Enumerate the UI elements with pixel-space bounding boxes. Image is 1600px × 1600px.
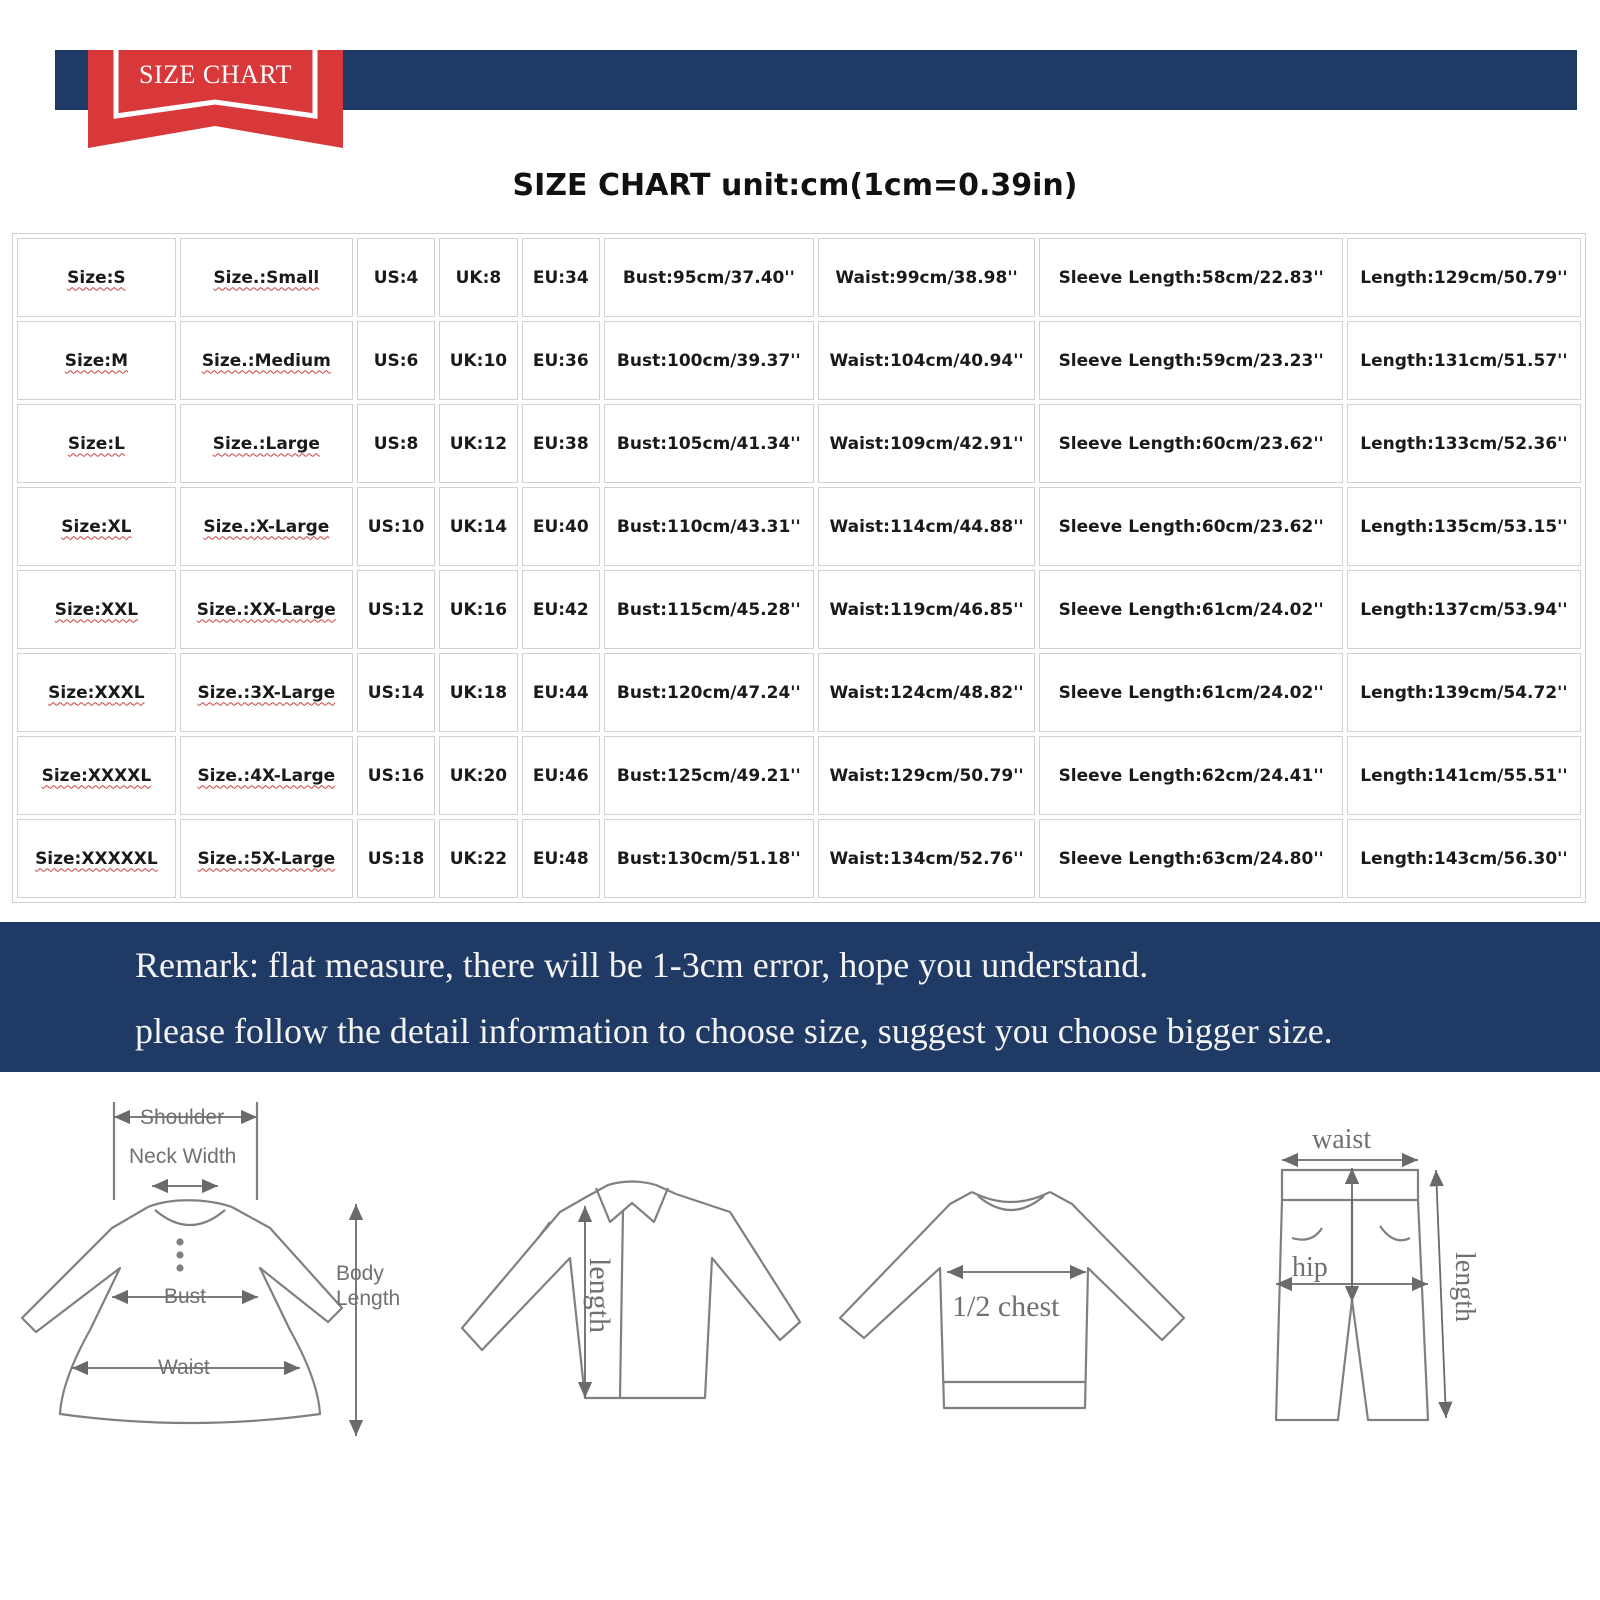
table-cell: Sleeve Length:60cm/23.62'' [1039,487,1342,566]
table-cell: US:10 [357,487,435,566]
neck-width-label: Neck Width [129,1145,237,1168]
table-row [17,819,1581,898]
table-cell [17,570,176,649]
table-cell: US:18 [357,819,435,898]
table-cell: Length:143cm/56.30'' [1347,819,1581,898]
table-cell [180,653,353,732]
table-cell: UK:10 [439,321,517,400]
size-label: Size.:Small [213,267,320,288]
size-label: Size:XXXXL [41,765,152,786]
table-cell: UK:22 [439,819,517,898]
table-cell: UK:8 [439,238,517,317]
size-label: Size.:4X-Large [197,765,336,786]
remark-line-2: please follow the detail information to choose size, suggest you choose bigger size. [135,1011,1333,1051]
table-cell [180,570,353,649]
table-cell: US:14 [357,653,435,732]
remark-line-1: Remark: flat measure, there will be 1-3cm error, hope you understand. [135,945,1149,985]
badge-label: SIZE CHART [139,60,292,89]
table-cell [180,404,353,483]
size-label: Size.:Medium [201,350,331,371]
shirt-diagram [462,1182,800,1399]
table-cell: EU:36 [522,321,600,400]
table-cell [180,736,353,815]
table-cell: Waist:124cm/48.82'' [818,653,1036,732]
table-cell: Length:137cm/53.94'' [1347,570,1581,649]
table-cell [180,321,353,400]
table-cell [180,238,353,317]
table-row [17,404,1581,483]
size-label: Size:XXL [54,599,139,620]
table-cell: Sleeve Length:58cm/22.83'' [1039,238,1342,317]
table-cell: Sleeve Length:62cm/24.41'' [1039,736,1342,815]
table-cell: US:8 [357,404,435,483]
pants-waist-label: waist [1312,1124,1372,1155]
size-label: Size.:3X-Large [197,682,336,703]
table-cell: EU:44 [522,653,600,732]
table-row [17,238,1581,317]
body-length-label-1: Body [336,1262,384,1285]
table-cell: Length:139cm/54.72'' [1347,653,1581,732]
size-table [12,233,1586,903]
shirt-length-label: length [583,1258,616,1333]
size-label: Size.:Large [212,433,320,454]
table-cell [17,321,176,400]
table-cell: Sleeve Length:61cm/24.02'' [1039,570,1342,649]
table-cell: UK:18 [439,653,517,732]
table-cell: Length:135cm/53.15'' [1347,487,1581,566]
table-cell [180,487,353,566]
shoulder-label: Shoulder [140,1106,225,1129]
half-chest-label: 1/2 chest [952,1290,1060,1323]
table-cell: Length:141cm/55.51'' [1347,736,1581,815]
waist-label: Waist [158,1356,210,1379]
table-cell [17,487,176,566]
size-label: Size.:XX-Large [196,599,336,620]
table-cell: EU:48 [522,819,600,898]
table-cell: Waist:129cm/50.79'' [818,736,1036,815]
size-label: Size.:5X-Large [197,848,336,869]
chart-title: SIZE CHART unit:cm(1cm=0.39in) [512,168,1078,203]
body-length-label-2: Length [336,1287,401,1310]
table-row [17,653,1581,732]
table-cell: Bust:100cm/39.37'' [604,321,814,400]
size-label: Size:XXXL [48,682,145,703]
table-cell [17,404,176,483]
table-cell: EU:46 [522,736,600,815]
pants-hip-label: hip [1292,1252,1328,1283]
size-label: Size:XL [61,516,132,537]
table-cell: UK:14 [439,487,517,566]
table-cell: Waist:114cm/44.88'' [818,487,1036,566]
table-cell: Bust:130cm/51.18'' [604,819,814,898]
pants-length-label: length [1449,1252,1480,1322]
table-cell: Sleeve Length:60cm/23.62'' [1039,404,1342,483]
table-cell: Waist:119cm/46.85'' [818,570,1036,649]
table-cell: Bust:105cm/41.34'' [604,404,814,483]
table-cell: Length:131cm/51.57'' [1347,321,1581,400]
table-cell [17,736,176,815]
table-cell: UK:16 [439,570,517,649]
table-cell: US:12 [357,570,435,649]
table-cell: EU:42 [522,570,600,649]
bust-label: Bust [164,1285,207,1308]
table-cell [17,819,176,898]
table-cell: US:6 [357,321,435,400]
table-cell [17,238,176,317]
measurement-diagrams [0,1090,1600,1460]
table-row [17,736,1581,815]
table-cell: EU:38 [522,404,600,483]
table-cell: Bust:115cm/45.28'' [604,570,814,649]
table-cell: Length:129cm/50.79'' [1347,238,1581,317]
table-cell: EU:40 [522,487,600,566]
size-label: Size:L [67,433,125,454]
table-cell: US:4 [357,238,435,317]
size-label: Size:S [67,267,126,288]
table-cell: Waist:99cm/38.98'' [818,238,1036,317]
table-cell: US:16 [357,736,435,815]
table-cell: UK:12 [439,404,517,483]
size-label: Size:M [64,350,128,371]
table-row [17,570,1581,649]
table-cell: Sleeve Length:61cm/24.02'' [1039,653,1342,732]
table-row [17,321,1581,400]
table-cell: UK:20 [439,736,517,815]
table-cell: Waist:104cm/40.94'' [818,321,1036,400]
table-cell: Waist:109cm/42.91'' [818,404,1036,483]
size-label: Size.:X-Large [203,516,330,537]
table-cell: Length:133cm/52.36'' [1347,404,1581,483]
table-cell: Bust:125cm/49.21'' [604,736,814,815]
table-cell [180,819,353,898]
table-row [17,487,1581,566]
table-cell: EU:34 [522,238,600,317]
table-cell: Sleeve Length:63cm/24.80'' [1039,819,1342,898]
table-cell [17,653,176,732]
size-label: Size:XXXXXL [35,848,158,869]
table-cell: Bust:120cm/47.24'' [604,653,814,732]
table-cell: Bust:95cm/37.40'' [604,238,814,317]
table-cell: Sleeve Length:59cm/23.23'' [1039,321,1342,400]
table-cell: Waist:134cm/52.76'' [818,819,1036,898]
table-cell: Bust:110cm/43.31'' [604,487,814,566]
